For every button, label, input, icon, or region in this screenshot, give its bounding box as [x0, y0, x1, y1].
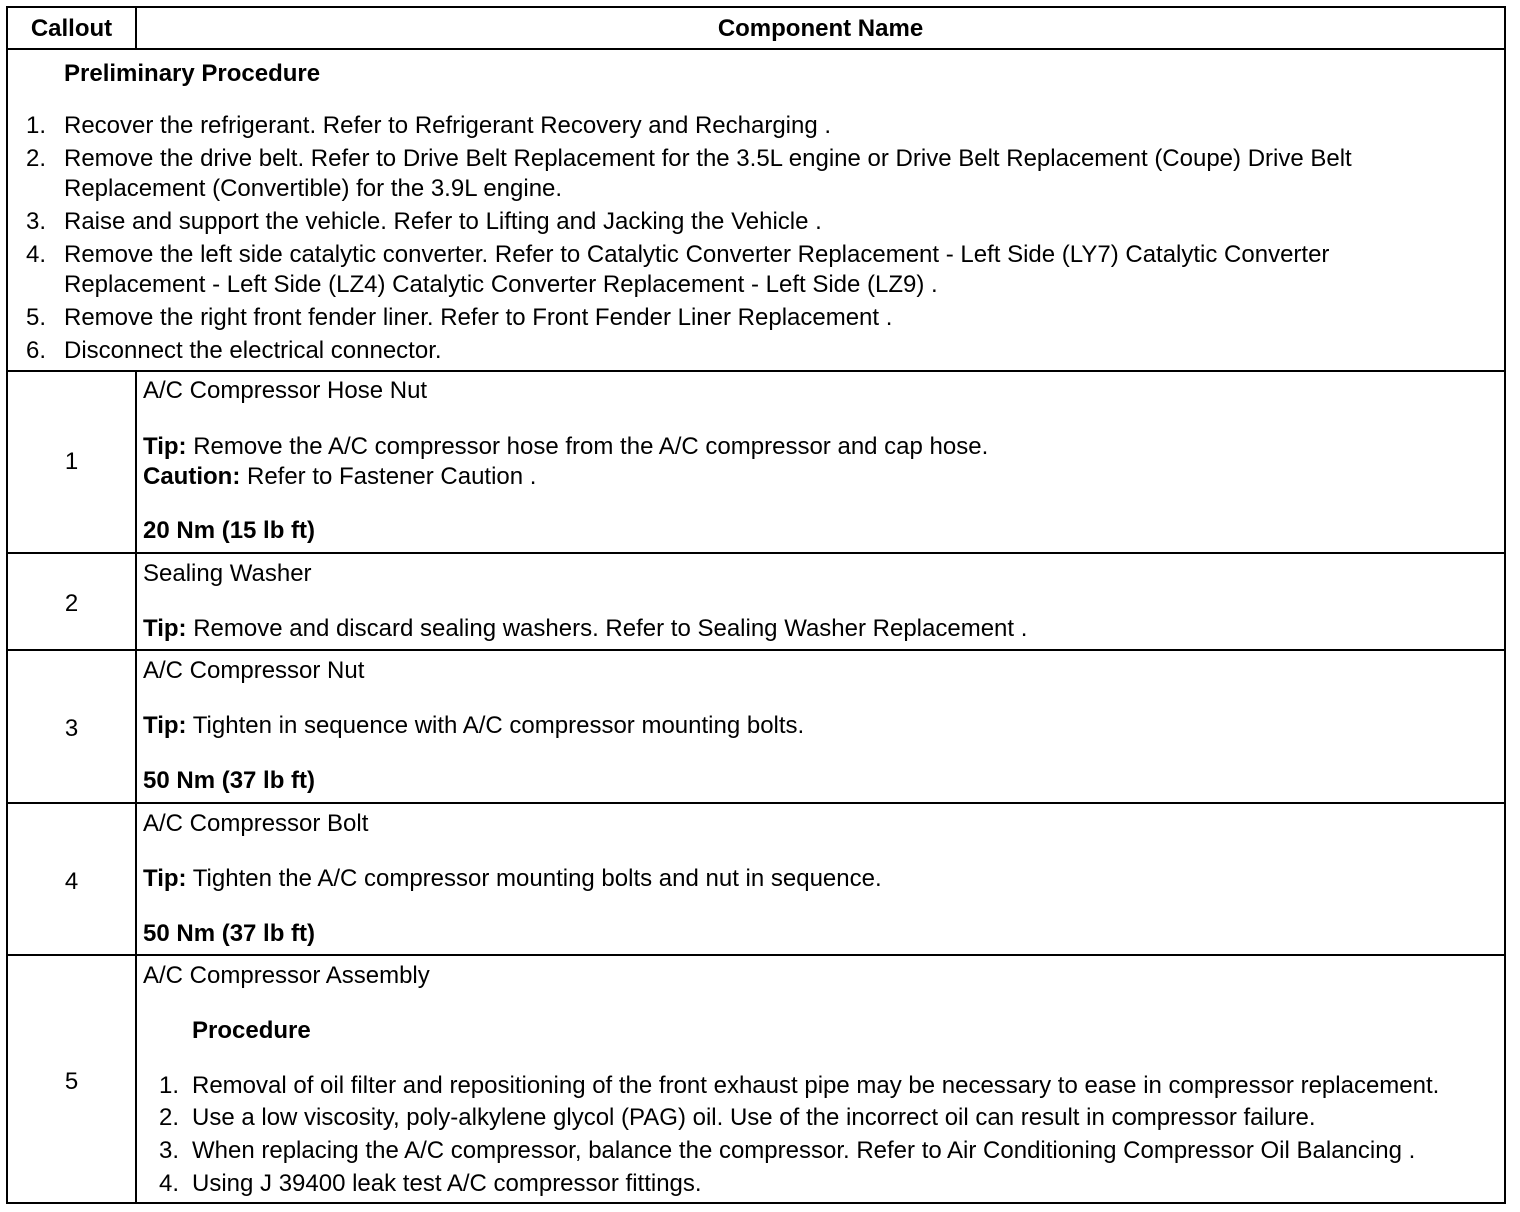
torque-spec: 20 Nm (15 lb ft) — [143, 517, 316, 544]
callout-number: 5 — [64, 1068, 79, 1095]
tip-line — [143, 711, 804, 741]
caution-line — [143, 462, 536, 492]
tip-line — [143, 864, 882, 894]
torque-spec: 50 Nm (37 lb ft) — [143, 920, 316, 947]
row-divider — [8, 802, 1504, 804]
step-number: 4. — [26, 241, 47, 268]
callout-number: 2 — [64, 590, 79, 617]
callout-number: 4 — [64, 868, 79, 895]
column-divider — [135, 370, 137, 1202]
tip-text: Remove and discard sealing washers. Refer to Sealing Washer Replacement . — [186, 615, 1028, 642]
step-number: 5. — [26, 304, 47, 331]
tip-text: Remove the A/C compressor hose from the A/C compressor and cap hose. — [186, 433, 989, 460]
step-number: 1. — [26, 112, 47, 139]
step-text: Removal of oil filter and repositioning of the front exhaust pipe may be necessary to ease in compressor replacement. — [192, 1072, 1440, 1099]
caution-label: Caution: — [143, 463, 241, 490]
step-text: Recover the refrigerant. Refer to Refrigerant Recovery and Recharging . — [64, 112, 832, 139]
step-number: 6. — [26, 337, 47, 364]
step-number: 3. — [26, 208, 47, 235]
step-text: Use a low viscosity, poly-alkylene glycol (PAG) oil. Use of the incorrect oil can result in compressor failure. — [192, 1104, 1316, 1131]
step-number: 2. — [26, 145, 47, 172]
step-text: Raise and support the vehicle. Refer to Lifting and Jacking the Vehicle . — [64, 208, 822, 235]
row-divider — [8, 552, 1504, 554]
tip-label: Tip: — [143, 865, 187, 892]
step-text: Remove the left side catalytic converter. Refer to Catalytic Converter Replacement - Left Side (LY7) Catalytic Converter Replacement - Left Side (LZ4) Catalytic Converter Replacement - Left Side (LZ9) . — [64, 241, 1330, 298]
row-divider — [8, 954, 1504, 956]
table-header — [8, 8, 1504, 50]
tip-line — [143, 614, 1027, 644]
step-number: 3. — [159, 1137, 180, 1164]
tip-label: Tip: — [143, 615, 187, 642]
callout-number: 1 — [64, 448, 79, 475]
row-divider — [8, 649, 1504, 651]
step-text: When replacing the A/C compressor, balance the compressor. Refer to Air Conditioning Compressor Oil Balancing . — [192, 1137, 1416, 1164]
tip-line — [143, 432, 988, 462]
header-divider — [135, 8, 137, 48]
header-callout: Callout — [30, 15, 113, 42]
callout-number: 3 — [64, 715, 79, 742]
component-name: A/C Compressor Nut — [143, 657, 365, 684]
preliminary-procedure — [8, 48, 1504, 371]
step-text: Disconnect the electrical connector. — [64, 337, 442, 364]
tip-text: Tighten in sequence with A/C compressor mounting bolts. — [186, 712, 805, 739]
header-component-name: Component Name — [717, 15, 924, 42]
tip-label: Tip: — [143, 433, 187, 460]
torque-spec: 50 Nm (37 lb ft) — [143, 767, 316, 794]
step-number: 4. — [159, 1170, 180, 1197]
tip-text: Tighten the A/C compressor mounting bolts and nut in sequence. — [186, 865, 882, 892]
component-name: A/C Compressor Bolt — [143, 810, 369, 837]
component-name: A/C Compressor Hose Nut — [143, 377, 428, 404]
step-text: Remove the drive belt. Refer to Drive Belt Replacement for the 3.5L engine or Drive Belt Replacement (Coupe) Drive Belt Replacement (Convertible) for the 3.9L engine. — [64, 145, 1352, 202]
component-name: Sealing Washer — [143, 560, 312, 587]
caution-text: Refer to Fastener Caution . — [240, 463, 537, 490]
component-name: A/C Compressor Assembly — [143, 962, 430, 989]
component-table — [6, 6, 1506, 1204]
tip-label: Tip: — [143, 712, 187, 739]
step-number: 1. — [159, 1072, 180, 1099]
preliminary-title: Preliminary Procedure — [64, 60, 321, 87]
procedure-title: Procedure — [192, 1017, 311, 1044]
step-text: Remove the right front fender liner. Refer to Front Fender Liner Replacement . — [64, 304, 893, 331]
row-divider — [8, 370, 1504, 372]
step-number: 2. — [159, 1104, 180, 1131]
step-text: Using J 39400 leak test A/C compressor fittings. — [192, 1170, 702, 1197]
